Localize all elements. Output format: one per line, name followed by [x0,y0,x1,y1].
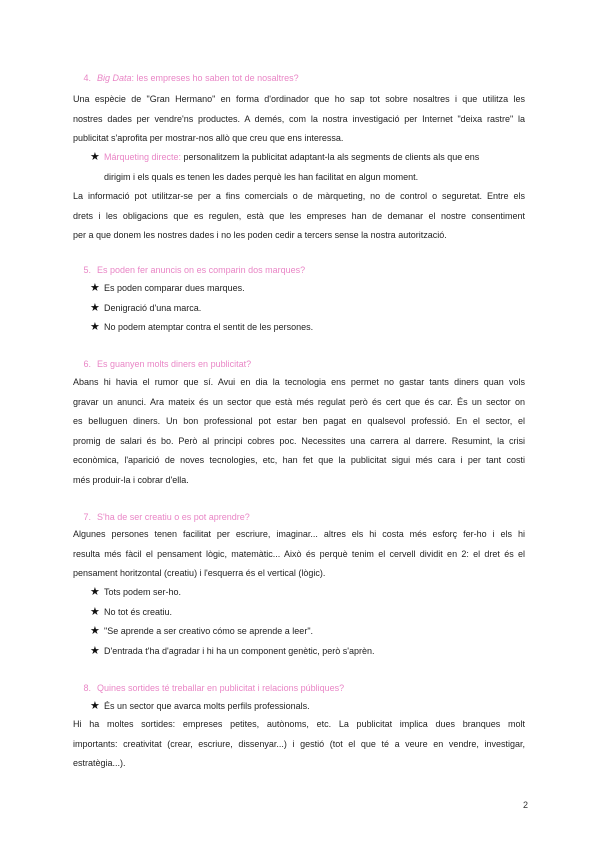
section-7 [73,511,525,523]
section-6-paragraph [73,373,525,490]
text-line: publicitat s'aprofita per mostrar-nos allò que creu que ens interessa. [73,133,344,143]
text-line: drets i les obligacions que es regulen, està que les empreses han de demanar el nostre consentiment [73,210,525,221]
section-7-bullets [73,583,525,661]
text-line: nostres dades per vendre'ns productes. A demés, com la nostra investigació per Internet "deixa rastre" la [73,113,525,124]
bullet-text: No podem atemptar contra el sentit de les persones. [104,322,314,332]
black-star-icon: ★ [90,586,100,598]
text-line: es belluguen diners. Un bon professional pot estar ben pagat en qualsevol professió. En el sector, el [73,416,525,426]
section-4-paragraph [73,90,525,149]
page-number: 2 [522,800,528,810]
black-star-icon: ★ [90,700,100,712]
bullet-text: personalitzem la publicitat adaptant-la als segments de clients als que ens [181,152,480,162]
heading-text: S'ha de ser creatiu o es pot aprendre? [97,512,250,522]
bullet-text: Es poden comparar dues marques. [104,283,245,293]
bullet-text: Denigració d'una marca. [104,302,202,313]
list-item [73,279,525,299]
bullet-text: "Se aprende a ser creativo cómo se aprende a leer". [104,626,314,636]
text-line: Una espècie de "Gran Hermano" en forma d'ordinador que ho sap tot sobre nosaltres i que utilitza les [73,94,525,104]
text-line: gravar un anunci. Ara mateix és un sector que està més regulat però és cert que és car. És un sector on [73,396,525,407]
bullet-text: És un sector que avarca molts perfils professionals. [104,701,310,711]
section-5 [73,264,525,276]
section-number: 6. [83,359,91,369]
heading-emphasis: Big Data [97,73,132,83]
black-star-icon: ★ [90,301,100,314]
text-line: Hi ha moltes sortides: empreses petites, autònoms, etc. La publicitat implica dues branques molt [73,719,525,729]
heading-text: : les empreses ho saben tot de nosaltres? [131,73,299,83]
list-item [73,642,525,662]
black-star-icon: ★ [90,644,100,657]
section-8-bullets [73,697,525,717]
section-heading [73,682,525,694]
black-star-icon: ★ [90,321,100,333]
heading-text: Quines sortides té treballar en publicitat i relacions públiques? [97,683,345,693]
text-line: pensament horitzontal (creatiu) i l'esquerra és el vertical (lògic). [73,568,326,578]
section-number: 5. [83,265,91,275]
text-line: Algunes persones tenen facilitat per escriure, imaginar... altres els hi costa més esforç fer-ho i els hi [73,529,525,539]
section-number: 8. [83,683,91,693]
text-line: promig de salari és bo. Però al principi cobres poc. Necessites una carrera al darrere. Resumint, la crisi [73,435,525,446]
text-line: econòmica, l'aparició de noves tecnologies, etc, han fet que la publicitat sigui més cara i per tant costi [73,455,525,465]
list-item [73,299,525,319]
section-number: 4. [83,73,91,83]
bullet-text: dirigim i els quals es tenen les dades perquè les han facilitat en algun moment. [104,171,419,182]
bullet-text: No tot és creatiu. [104,606,173,617]
section-6 [73,358,525,370]
black-star-icon: ★ [90,625,100,637]
section-4-after-paragraph [73,187,525,246]
section-5-bullets [73,279,525,338]
list-item [73,622,525,642]
text-line: més produir-la i cobrar d'ella. [73,474,189,485]
text-line: per a que donem les nostres dades i no les poden cedir a tercers sense la nostra autorització. [73,230,447,240]
text-line: resulta més fàcil el pensament lògic, matemàtic... Això és perquè tenim el cervell dividit en 2: el dret és el [73,548,525,559]
bullet-text: D'entrada t'ha d'agradar i hi ha un component genètic, però s'aprèn. [104,645,375,656]
text-line: Abans hi havia el rumor que sí. Avui en dia la tecnologia ens permet no gastar tants diners quan vols [73,377,525,387]
section-heading [73,264,525,276]
heading-text: Es poden fer anuncis on es comparin dos marques? [97,265,306,275]
text-line: estratègia...). [73,758,126,768]
section-heading [73,358,525,370]
list-item-continuation [73,168,525,188]
list-item [73,583,525,603]
section-heading [73,511,525,523]
section-4 [73,72,525,84]
bullet-lead: Márqueting directe: [104,152,182,162]
bullet-text: Tots podem ser-ho. [104,587,182,597]
list-item [73,697,525,717]
list-item [73,148,525,168]
black-star-icon: ★ [90,151,100,163]
section-8 [73,682,525,694]
text-line: importants: creativitat (crear, escriure, dissenyar...) i gestió (tot el que té a veure en vendre, investigar, [73,738,525,749]
section-8-paragraph [73,715,525,774]
text-line: La informació pot utilitzar-se per a fins comercials o de màrqueting, no de control o seguretat. Entre els [73,191,525,201]
list-item [73,603,525,623]
heading-text: Es guanyen molts diners en publicitat? [97,359,252,369]
section-heading [73,72,525,84]
section-4-bullets [73,148,525,187]
black-star-icon: ★ [90,282,100,294]
black-star-icon: ★ [90,605,100,618]
list-item [73,318,525,338]
section-number: 7. [83,512,91,522]
section-7-paragraph [73,525,525,584]
